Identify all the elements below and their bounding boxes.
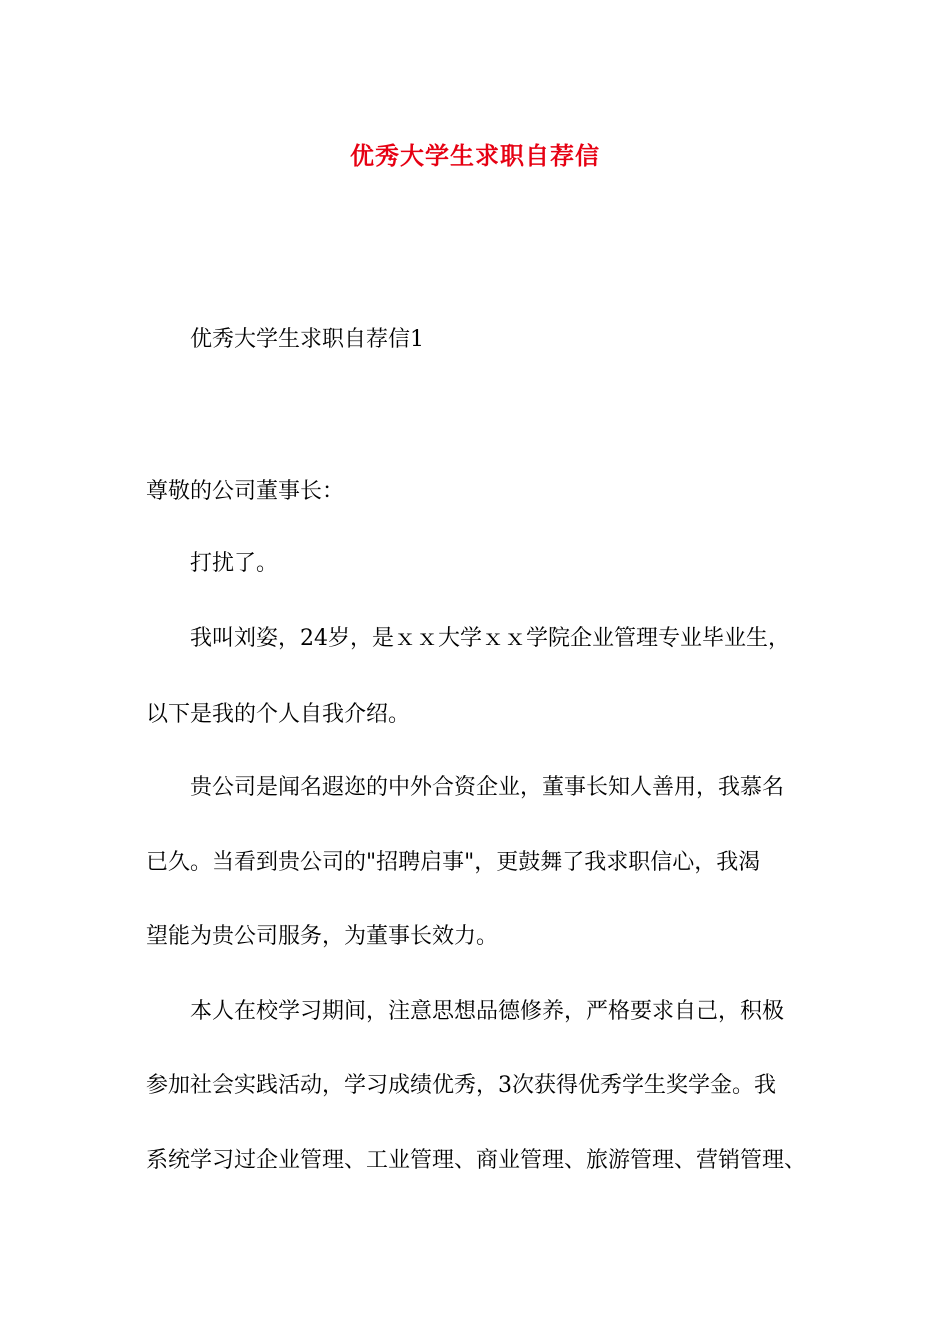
document-title: 优秀大学生求职自荐信 [350, 142, 600, 170]
paragraph-line: 参加社会实践活动，学习成绩优秀，3次获得优秀学生奖学金。我 [146, 1073, 776, 1098]
paragraph-line: 本人在校学习期间，注意思想品德修养，严格要求自己，积极 [190, 999, 785, 1024]
paragraph-line: 我叫刘姿，24岁，是ｘｘ大学ｘｘ学院企业管理专业毕业生， [190, 626, 790, 651]
salutation: 尊敬的公司董事长： [146, 479, 345, 504]
paragraph-line: 以下是我的个人自我介绍。 [146, 702, 411, 727]
paragraph-line: 贵公司是闻名遐迩的中外合资企业，董事长知人善用，我慕名 [190, 775, 785, 800]
paragraph-line: 望能为贵公司服务，为董事长效力。 [146, 924, 499, 949]
paragraph-line: 已久。当看到贵公司的"招聘启事"，更鼓舞了我求职信心，我渴 [146, 850, 761, 875]
letter-heading: 优秀大学生求职自荐信1 [190, 327, 424, 352]
paragraph-line: 打扰了。 [190, 551, 279, 576]
paragraph-line: 系统学习过企业管理、工业管理、商业管理、旅游管理、营销管理、 [146, 1148, 807, 1173]
